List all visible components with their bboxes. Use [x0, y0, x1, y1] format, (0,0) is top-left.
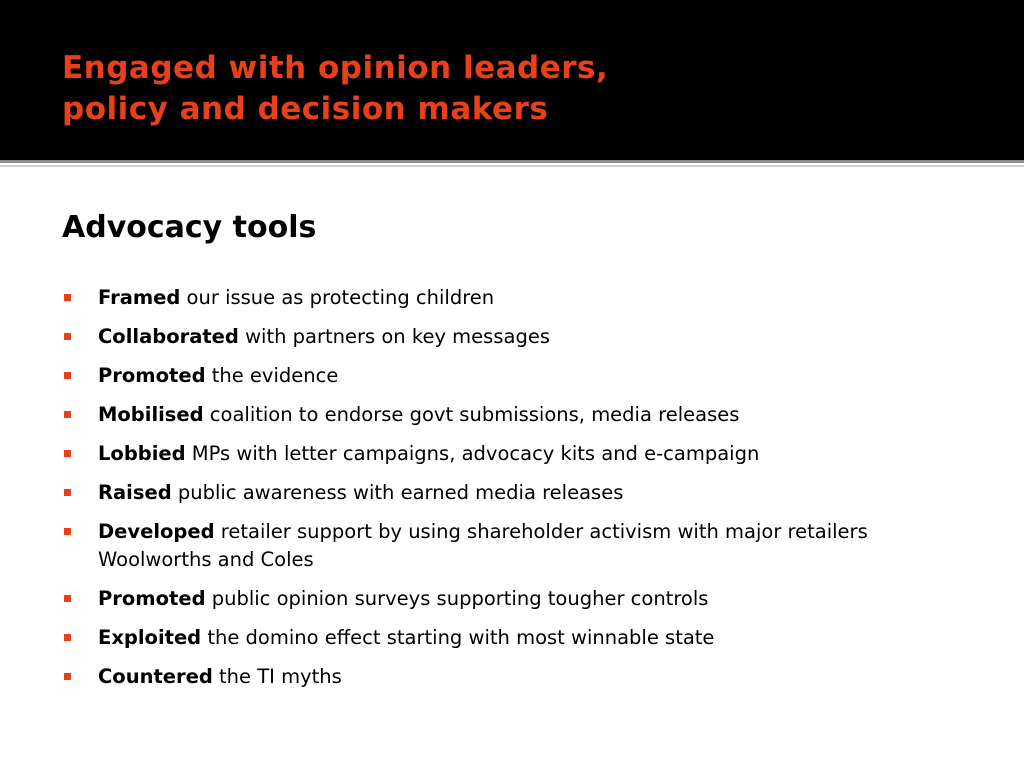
square-bullet-icon [64, 489, 71, 496]
header-divider-shadow [0, 165, 1024, 167]
list-item [62, 284, 942, 312]
list-item [62, 362, 942, 390]
bullet-lead: Exploited [98, 626, 202, 649]
bullet-text: coalition to endorse govt submissions, media releases [203, 403, 740, 426]
square-bullet-icon [64, 528, 71, 535]
bullet-text: the domino effect starting with most winnable state [201, 626, 715, 649]
bullet-lead: Mobilised [98, 403, 204, 426]
bullet-lead: Developed [98, 520, 215, 543]
slide-title [62, 48, 608, 130]
slide-title-line-1: Engaged with opinion leaders, [62, 50, 609, 86]
square-bullet-icon [64, 595, 71, 602]
bullet-lead: Framed [98, 286, 181, 309]
header-divider [0, 160, 1024, 163]
list-item [62, 663, 942, 691]
bullet-text: public opinion surveys supporting tougher controls [205, 587, 709, 610]
bullet-text: with partners on key messages [238, 325, 550, 348]
list-item [62, 440, 942, 468]
square-bullet-icon [64, 634, 71, 641]
bullet-text: our issue as protecting children [180, 286, 495, 309]
bullet-text: the evidence [205, 364, 339, 387]
list-item [62, 479, 942, 507]
bullet-lead: Lobbied [98, 442, 186, 465]
list-item [62, 585, 942, 613]
list-item [62, 401, 942, 429]
bullet-list [62, 284, 942, 702]
list-item [62, 624, 942, 652]
section-heading: Advocacy tools [62, 210, 317, 245]
bullet-lead: Raised [98, 481, 172, 504]
bullet-lead: Collaborated [98, 325, 239, 348]
bullet-text: retailer support by using shareholder activism with major retailers Woolworths and Coles [98, 520, 868, 571]
square-bullet-icon [64, 450, 71, 457]
list-item [62, 518, 942, 574]
square-bullet-icon [64, 372, 71, 379]
title-banner [0, 0, 1024, 160]
square-bullet-icon [64, 673, 71, 680]
bullet-text: the TI myths [212, 665, 342, 688]
bullet-text: MPs with letter campaigns, advocacy kits and e-campaign [185, 442, 760, 465]
bullet-lead: Promoted [98, 364, 206, 387]
square-bullet-icon [64, 333, 71, 340]
bullet-lead: Promoted [98, 587, 206, 610]
bullet-text: public awareness with earned media releases [171, 481, 624, 504]
bullet-lead: Countered [98, 665, 213, 688]
slide-title-line-2: policy and decision makers [62, 91, 549, 127]
square-bullet-icon [64, 411, 71, 418]
list-item [62, 323, 942, 351]
square-bullet-icon [64, 294, 71, 301]
